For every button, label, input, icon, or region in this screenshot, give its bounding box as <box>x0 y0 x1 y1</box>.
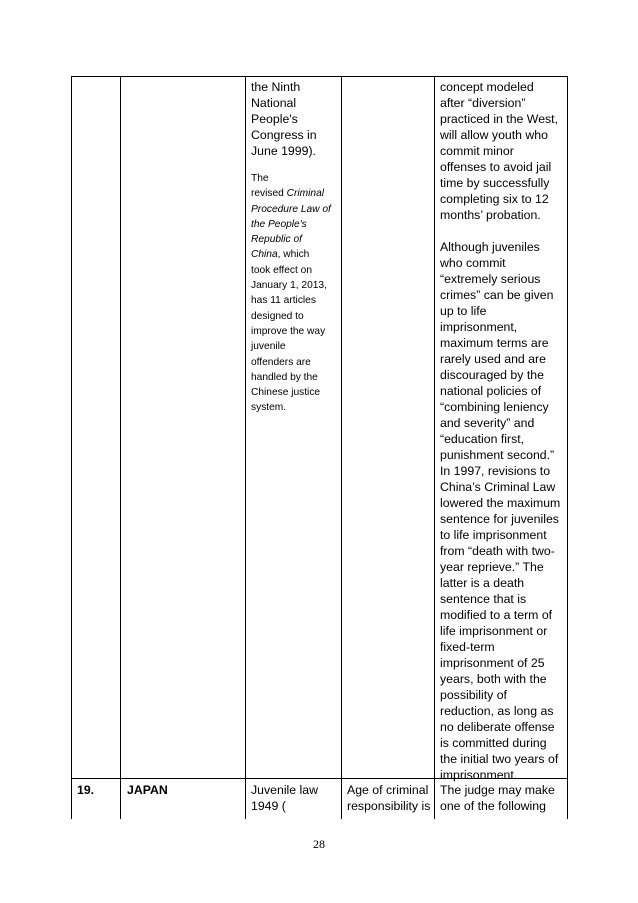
text-line <box>251 202 339 217</box>
text-line: year reprieve.” The <box>440 560 544 574</box>
text-line: Although juveniles <box>440 240 540 254</box>
table-divider-3 <box>341 76 342 819</box>
text-line: discouraged by the <box>440 368 544 382</box>
table-border-top <box>71 76 568 77</box>
text-line: has 11 articles <box>251 295 316 307</box>
law-title-italic: Procedure Law of <box>251 203 331 215</box>
text-line: designed to <box>251 310 304 322</box>
text-line: after “diversion” <box>440 96 526 110</box>
text-line: Juvenile law <box>251 783 318 797</box>
legislation-cell <box>251 782 339 814</box>
text-line: lowered the maximum <box>440 496 561 510</box>
text-line: possibility of <box>440 688 507 702</box>
text-line: completing six to 12 <box>440 192 549 206</box>
law-title-italic: China <box>251 249 278 261</box>
text-line: practiced in the West, <box>440 112 559 126</box>
text-line: The <box>251 173 269 184</box>
text-line: improve the way <box>251 325 326 337</box>
text-line: fixed-term <box>440 640 495 654</box>
text-line: the initial two years of <box>440 752 559 766</box>
age-cell <box>347 782 433 814</box>
text-line: punishment second.” <box>440 448 555 462</box>
text-line: up to life <box>440 304 487 318</box>
text-line: sentence that is <box>440 592 527 606</box>
text-line: years, both with the <box>440 672 547 686</box>
text-line: National <box>251 96 297 110</box>
text-line: imprisonment. <box>440 768 518 782</box>
legislation-cell <box>251 79 339 416</box>
text-line: offenders are <box>251 356 311 368</box>
text-line: In 1997, revisions to <box>440 464 551 478</box>
text-line: “education first, <box>440 432 525 446</box>
text-line: crimes” can be given <box>440 288 554 302</box>
text-line: “extremely serious <box>440 272 541 286</box>
text-line: took effect on <box>251 264 312 276</box>
text-line: responsibility is <box>347 799 431 813</box>
text-line: handled by the <box>251 371 318 383</box>
text-line: commit minor <box>440 144 514 158</box>
text-line: no deliberate offense <box>440 720 555 734</box>
text-line: is committed during <box>440 736 547 750</box>
law-title-italic: Criminal <box>286 188 325 200</box>
text-line: January 1, 2013, <box>251 280 327 292</box>
text-line: imprisonment of 25 <box>440 656 545 670</box>
text-line: June 1999). <box>251 144 316 158</box>
text-line: 1949 ( <box>251 799 286 813</box>
text-line: concept modeled <box>440 80 534 94</box>
text-run: , which <box>277 249 310 261</box>
text-line: Age of criminal <box>347 783 429 797</box>
text-line: China’s Criminal Law <box>440 480 556 494</box>
text-run: revised <box>251 188 287 200</box>
law-title-italic: Republic of <box>251 234 302 246</box>
text-line: reduction, as long as <box>440 704 554 718</box>
text-line <box>251 247 339 262</box>
text-line: offenses to avoid jail <box>440 160 552 174</box>
text-line: maximum terms are <box>440 336 549 350</box>
text-line: time by successfully <box>440 176 550 190</box>
text-line: and severity” and <box>440 416 535 430</box>
text-line: latter is a death <box>440 576 525 590</box>
text-line: sentence for juveniles <box>440 512 559 526</box>
country-name: JAPAN <box>127 783 168 797</box>
table-divider-1 <box>120 76 121 819</box>
text-line: the Ninth <box>251 80 301 94</box>
text-line: national policies of <box>440 384 542 398</box>
text-line <box>251 232 339 247</box>
table-border-left <box>71 76 72 819</box>
text-line: to life imprisonment <box>440 528 547 542</box>
text-line: from “death with two- <box>440 544 555 558</box>
text-line: one of the following <box>440 799 546 813</box>
text-line: rarely used and are <box>440 352 546 366</box>
text-line: “combining leniency <box>440 400 549 414</box>
text-line <box>251 217 339 232</box>
page-number: 28 <box>313 837 325 851</box>
law-title-italic: the People's <box>251 218 307 230</box>
text-line: who commit <box>440 256 506 270</box>
remarks-cell <box>440 79 566 783</box>
text-line: People's <box>251 112 298 126</box>
text-line <box>251 186 339 201</box>
text-line: system. <box>251 402 287 414</box>
remarks-cell <box>440 782 566 814</box>
text-line: Congress in <box>251 128 317 142</box>
text-line: will allow youth who <box>440 128 548 142</box>
text-line: modified to a term of <box>440 608 553 622</box>
text-line: months’ probation. <box>440 208 541 222</box>
text-line: juvenile <box>251 341 286 353</box>
table-divider-2 <box>245 76 246 819</box>
text-line: life imprisonment or <box>440 624 548 638</box>
row-number: 19. <box>77 783 95 797</box>
text-line: imprisonment, <box>440 320 518 334</box>
text-line: Chinese justice <box>251 387 321 399</box>
text-line: The judge may make <box>440 783 555 797</box>
table-divider-4 <box>434 76 435 819</box>
table-border-right <box>567 76 568 819</box>
